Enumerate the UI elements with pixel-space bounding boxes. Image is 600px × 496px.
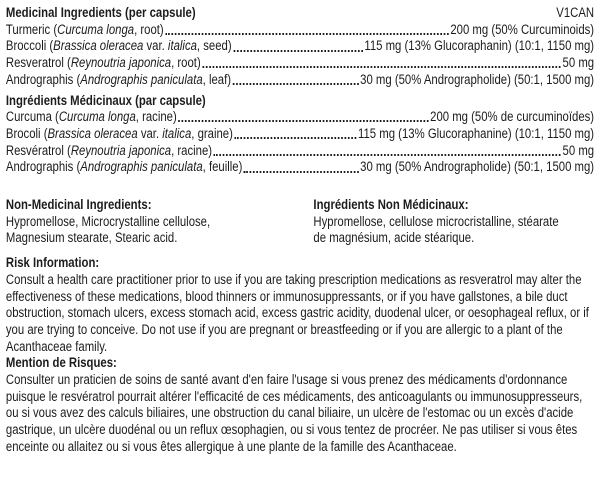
risk-en-title: Risk Information: [5,255,100,271]
ingredient-name: Brocoli (Brassica oleracea var. italica, graine) [5,125,233,141]
ingredient-value: 30 mg (50% Andrographolide) (50:1, 1500 mg) [360,71,595,87]
ingredient-value: 115 mg (13% Glucoraphanine) (10:1, 1150 mg) [358,125,595,141]
risk-en-text: Consult a health care practitioner prior to use if you are taking prescription medications as resveratrol may alter the effectiveness of these medications, blood thinners or immunosuppressants, or if you have gallstones, a bile duct obstruction, stomach ulcers, excess stomach acid, excess gastric acidity, duodenal ulcer, or oesophageal reflux, or if you are trying to conceive. Do not use if you are pregnant or breastfeeding or if you are allergic to a plant of the Acanthaceae family. [5,271,589,354]
ingredient-row [6,109,594,126]
dot-leader [165,33,448,35]
ingredient-name: Curcuma (Curcuma longa, racine) [5,109,177,125]
ingredient-row [6,55,594,72]
ingredient-name: Andrographis (Andrographis paniculata, feuille) [5,159,243,175]
dot-leader [202,66,560,68]
non-medicinal-fr-line: Hypromellose, cellulose microcristalline, stéarate [313,213,559,229]
ingredient-value: 200 mg (50% de curcuminoïdes) [430,109,595,125]
non-medicinal-en-column [6,197,314,247]
non-medicinal-en-title: Non-Medicinal Ingredients: [5,197,152,213]
ingredient-value: 50 mg [562,142,595,158]
dot-leader [233,50,362,52]
ingredient-value: 30 mg (50% Andrographolide) (50:1, 1500 mg) [360,159,595,175]
ingredient-row [6,38,594,55]
ingredient-value: 200 mg (50% Curcuminoids) [450,21,595,37]
ingredient-name: Andrographis (Andrographis paniculata, leaf) [5,71,232,87]
product-code: V1CAN [556,5,595,20]
ingredient-value: 50 mg [562,55,595,71]
dot-leader [178,120,428,122]
non-medicinal-en-line: Hypromellose, Microcrystalline cellulose, [5,213,211,229]
ingredient-row [6,22,594,39]
dot-leader [233,83,359,85]
ingredient-value: 115 mg (13% Glucoraphanin) (10:1, 1150 mg) [364,38,595,54]
ingredient-name: Resvératrol (Reynoutria japonica, racine) [5,142,213,158]
ingredient-row [6,143,594,160]
risk-fr-text: Consulter un praticien de soins de santé avant d'en faire l'usage si vous prenez des médicaments d'ordonnance puisque le resvératrol pourrait altérer l'efficacité de ces médicaments, des anticoagulants ou immunosuppresseurs, ou si vous avez des calculs biliaires, une obstruction du canal biliaire, un ulcère de l'estomac ou un excès d'acide gastrique, un ulcère duodénal ou un reflux œsophagien, ou si vous tentez de procréer. Ne pas utiliser si vous êtes enceinte ou allaitez ou si vous êtes allergique à une plante de la famille des Acanthaceae. [5,372,583,454]
ingredient-name: Resveratrol (Reynoutria japonica, root) [5,55,201,71]
ingredient-row [6,72,594,89]
medicinal-en-title: Medicinal Ingredients (per capsule) [5,5,196,20]
ingredient-list-fr [6,109,594,176]
ingredient-row [6,159,594,176]
dot-leader [214,154,561,156]
ingredient-list-en [6,22,594,89]
dot-leader [235,137,357,139]
dot-leader [244,171,358,173]
ingredient-row [6,126,594,143]
ingredient-name: Turmeric (Curcuma longa, root) [5,21,164,37]
ingredient-name: Broccoli (Brassica oleracea var. italica, seed) [5,38,232,54]
risk-fr-title: Mention de Risques: [5,355,117,371]
non-medicinal-fr-column [313,197,594,247]
medicinal-en-header-row [6,5,594,22]
non-medicinal-fr-line: de magnésium, acide stéarique. [313,230,475,246]
non-medicinal-en-line: Magnesium stearate, Stearic acid. [5,230,178,246]
non-medicinal-section [6,197,594,247]
non-medicinal-fr-title: Ingrédients Non Médicinaux: [313,197,469,213]
medicinal-fr-title: Ingrédients Médicinaux (par capsule) [5,92,206,108]
